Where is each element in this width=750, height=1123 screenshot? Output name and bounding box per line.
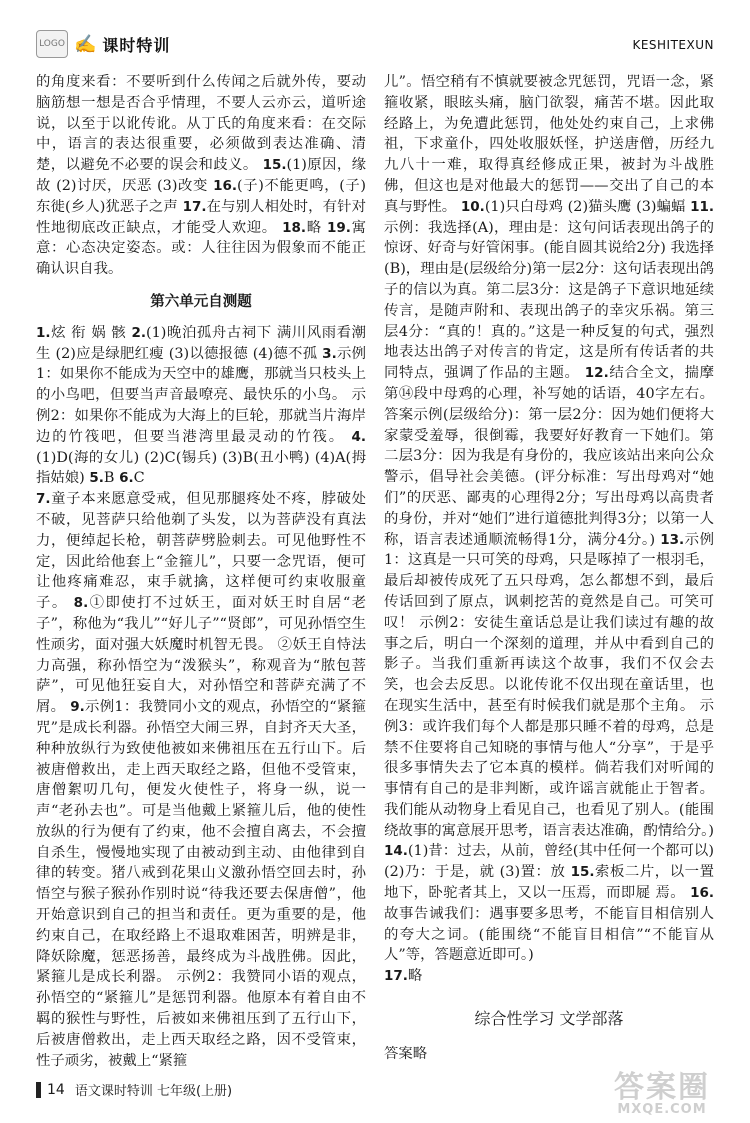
watermark-top: 答案圈 [614, 1070, 710, 1105]
brand [36, 30, 170, 58]
left-column [36, 72, 366, 1071]
answer-block: 7.童子本来愿意受戒，但见那腿疼处不疼，脖破处不破，见菩萨只给他剃了头发，以为菩萨没有真法力，便绰起长枪，朝菩萨劈脸刺去。可见他野性不定，因此给他套上“金箍儿”，只要一念咒语，便可让他疼痛难忍，束手就擒，这样便可约束收服童子。 8.①即使打不过妖王，面对妖王时自居“老子”，称他为“我儿”“好儿子”“贤郎”，可见孙悟空生性顽劣，面对强大妖魔时机智无畏。 ②妖王自恃法力高强，称孙悟空为“泼猴头”，称观音为“脓包菩萨”，可见他狂妄自大，对孙悟空和菩萨充满了不屑。 9.示例1：我赞同小文的观点，孙悟空的“紧箍咒”是成长利器。孙悟空大闹三界，自封齐天大圣，种种放纵行为致使他被如来佛祖压在五行山下。后被唐僧救出，走上西天取经之路，但他不受管束，唐僧絮叨几句，便发火使性子，将身一纵，说一声“老孙去也”。可是当他戴上紧箍儿后，他的使性放纵的行为便有了约束，他不会擅自离去，不会擅自杀生，慢慢地实现了由被动到主动、由他律到自律的转变。猪八戒到花果山义激孙悟空回去时，孙悟空与猴子猴孙作别时说“待我还要去保唐僧”，他开始意识到自己的担当和责任。更为重要的是，他约束自己，在取经路上不退取难困苦，明辨是非，降妖除魔，惩恶扬善，最终成为斗战胜佛。因此，紧箍儿是成长利器。 示例2：我赞同小语的观点，孙悟空的“紧箍儿”是惩罚利器。他原本有着自由不羁的猴性与野性，后被如来佛祖压到了五行山下，后被唐僧救出，走上西天取经之路，因不受管束，性子顽劣，被戴上“紧箍 [36, 491, 366, 1069]
page-number: 14 [47, 1081, 65, 1098]
answer-note: 答案略 [384, 1045, 428, 1062]
section-title: 第六单元自测题 [150, 293, 252, 310]
answer-block: 1.炫 衔 娲 骸 2.(1)晚泊孤舟古祠下 满川风雨看潮生 (2)应是绿肥红瘦 (3)以德报德 (4)德不孤 3.示例1：如果你不能成为天空中的雄鹰，那就当只枝头上的小鸟吧，但要当声音最嘹亮、最快乐的小鸟。 示例2：如果你不能成为大海上的巨轮，那就当片海岸边的竹筏吧，但要当港湾里最灵动的竹筏。 4.(1)D(海的女儿) (2)C(锡兵) (3)B(丑小鸭) (4)A(拇指姑娘) 5.B 6.C [36, 324, 366, 487]
page-header [36, 28, 714, 64]
brand-title-en: KESHITEXUN [632, 38, 714, 52]
footer-bar [36, 1082, 41, 1098]
watermark [592, 1062, 732, 1116]
section-title: 综合性学习 文学部落 [474, 1009, 624, 1029]
answer-block: 儿”。悟空稍有不慎就要被念咒惩罚，咒语一念，紧箍收紧，眼眩头痛，脑门欲裂，痛苦不堪。因此取经路上，为免遭此惩罚，他处处约束自己，上求佛祖，下求童仆，四处收服妖怪，护送唐僧，历经九九八十一难，取得真经修成正果，被封为斗战胜佛，但这也是对他最大的惩罚——交出了自己的本真与野性。 10.(1)只白母鸡 (2)猫头鹰 (3)蝙蝠 11.示例：我选择(A)，理由是：这句问话表现出鸽子的惊讶、好奇与好管闲事。(能自圆其说给2分) 我选择(B)，理由是(层级给分)第一层2分：这句话表现出鸽子的信以为真。第二层3分：这是鸽子下意识地延续传言，是随声附和、表现出鸽子的幸灾乐祸。第三层4分：“真的！真的。”这是一种反复的句式，强烈地表达出鸽子对传言的肯定，这是所有传话者的共同特点，强调了作品的主题。 12.结合全文，揣摩第⑭段中母鸡的心理，补写她的话语，40字左右。答案示例(层级给分)：第一层2分：因为她们便将大家蒙受羞辱，很倒霉，我要好好教育一下她们。第二层3分：因为我是有身份的，我应该站出来向公众警示，倡导社会美德。(评分标准：写出母鸡对“她们”的厌恶、鄙夷的心理得2分；写出母鸡以高贵者的身份，并对“她们”进行道德批判得3分；以第一人称，语言表述通顺流畅得1分，满分4分。) 13.示例1：这真是一只可笑的母鸡，只是啄掉了一根羽毛，最后却被传成死了五只母鸡，怎么都想不到，最后传话回到了原点，讽刺挖苦的竟然是自己。可笑可叹！ 示例2：安徒生童话总是让我们读过有趣的故事之后，明白一个深刻的道理，并从中看到自己的影子。当我们重新再读这个故事，我们不仅会去笑，也会去反思。以讹传讹不仅出现在童话里，也在现实生活中，甚至有时候我们就是那个主角。 示例3：或许我们每个人都是那只睡不着的母鸡，总是禁不住要将自己知晓的事情与他人“分享”，于是乎很多事情失去了它本真的模样。倘若我们对听闻的事情有自己的是非判断，或许谣言就能止于智者。我们能从动物身上看见自己，也看见了别人。(能围绕故事的寓意展开思考，语言表达准确，酌情给分。) 14.(1)昔：过去，从前，曾经(其中任何一个都可以) (2)乃：于是，就 (3)置：放 15.索板二片，以一置地下，卧驼者其上，又以一压焉，而即屣 焉。 16.故事告诫我们：遇事要多思考，不能盲目相信别人的夸大之词。(能围绕“不能盲目相信”“不能盲从人”等，答题意近即可。) [384, 74, 715, 964]
page-footer [36, 1080, 232, 1099]
pen-icon: ✍ [74, 33, 97, 55]
answer-block: 17.略 [384, 968, 423, 985]
brand-logo [36, 30, 68, 58]
watermark-bottom: MXQE.COM [617, 1102, 707, 1117]
right-column [384, 72, 714, 1065]
book-title: 语文课时特训 七年级(上册) [74, 1084, 233, 1099]
brand-title-cn: 课时特训 [102, 35, 171, 55]
brand-logo-label: LOGO [39, 39, 65, 49]
paragraph: 的角度来看：不要听到什么传闻之后就外传，要动脑筋想一想是否合乎情理，不要人云亦云，道听途说，以至于以讹传讹。从丁氏的角度来看：在交际中，语言的表达很重要，必须做到表达准确、清楚，以避免不必要的误会和歧义。 15.(1)原因，缘故 (2)讨厌，厌恶 (3)改变 16.(子)不能更鸣，(子)东徙(乡人)犹恶子之声 17.在与别人相处时，有针对性地彻底改正缺点，才能受人欢迎。 18.略 19.寓意：心态决定姿态。或：人往往因为假象而不能正确认识自我。 [36, 74, 367, 278]
